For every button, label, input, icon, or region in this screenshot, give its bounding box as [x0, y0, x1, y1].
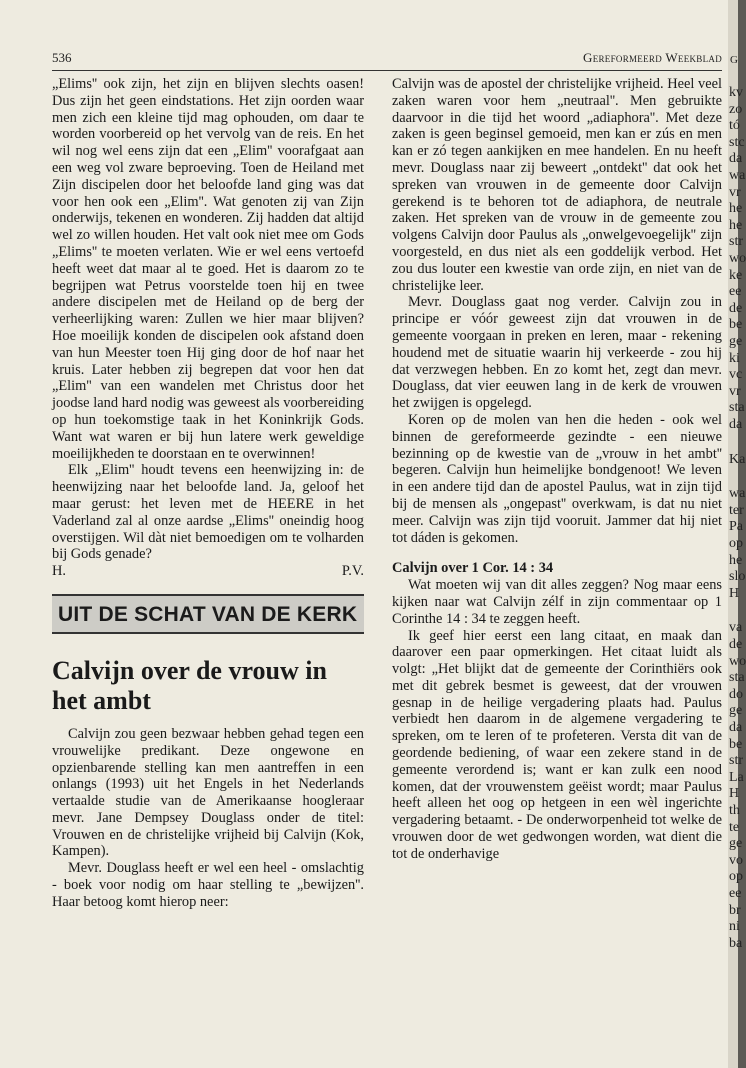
next-page-fragment: th — [729, 803, 740, 818]
next-page-fragment: ee — [729, 886, 742, 901]
next-page-fragment: op — [729, 869, 743, 885]
next-page-fragment: vr — [729, 383, 741, 399]
next-page-fragment: sta — [729, 670, 745, 686]
next-page-fragment: da — [729, 417, 743, 432]
next-page-fragment: de — [729, 637, 743, 652]
next-page-fragment: ba — [729, 935, 743, 951]
header-rule — [52, 70, 722, 71]
next-page-fragment: he — [729, 217, 743, 233]
right-paragraph-3: Koren op de molen van hen die heden - ook wel binnen de gereformeerde gezindte - een nieuwe bezinning op de kwestie van de „vrouw in het ambt'' begeren. Calvijn hun heimelijke bondgenoot! We leven in een andere tijd dan de apostel Paulus, wat in zijn tijd bij de mensen als „ongepast'' overkwam, is dat nu niet meer. Calvijn was zijn tijd vooruit. Jammer dat hij niet tot dáden is gekomen. — [392, 411, 722, 546]
next-page-fragment: kv — [729, 85, 743, 100]
next-page-fragment: do — [729, 686, 743, 702]
next-page-fragment: wa — [729, 486, 746, 502]
left-paragraph-3: Calvijn zou geen bezwaar hebben gehad tegen een vrouwelijke predikant. Deze ongewone en opzienbarende stelling kan men aantreffen in een onlangs (1993) uit het Engels in het Nederlands vertaalde studie van de Amerikaanse hoogleraar mevr. Jane Dempsey Douglass onder de titel: Vrouwen en de christelijke vrijheid bij Calvijn (Kok, Kampen). — [52, 725, 364, 860]
next-page-fragment: vc — [729, 367, 743, 383]
left-paragraph-4: Mevr. Douglass heeft er wel een heel - omslachtig - boek voor nodig om haar stelling te „bewijzen''. Haar betoog komt hierop neer: — [52, 860, 364, 910]
next-page-edge — [728, 0, 746, 1068]
next-page-fragment: La — [729, 769, 744, 785]
next-page-fragment: de — [729, 300, 743, 316]
right-paragraph-2: Mevr. Douglass gaat nog verder. Calvijn zou in principe er vóór geweest zijn dat vrouwen in de gemeente voorgaan in preken en leren, maar - rekening houdend met de situatie waarin hij verkeerde - zou hij dat verzwegen hebben. En zo komt het, zegt dan mevr. Douglass, dat vier eeuwen lang in de kerk de vrouwen het zwijgen is opgelegd. — [392, 294, 722, 412]
next-page-fragment: slo — [729, 569, 746, 585]
signature-left: H. — [52, 563, 66, 580]
page-number: 536 — [52, 50, 72, 65]
next-page-fragment: he — [729, 201, 743, 217]
right-paragraph-4: Wat moeten wij van dit alles zeggen? Nog maar eens kijken naar wat Calvijn zélf in zijn commentaar op 1 Corinthe 14 : 34 te zeggen heeft. — [392, 577, 722, 627]
next-page-fragment: da — [729, 151, 743, 167]
right-column — [392, 76, 722, 863]
next-page-fragment: wo — [729, 653, 746, 669]
next-page-fragment: ee — [729, 284, 742, 300]
next-page-fragment: be — [729, 736, 743, 752]
next-page-fragment: wa — [729, 168, 746, 183]
right-paragraph-5: Ik geef hier eerst een lang citaat, en maak dan daarover een paar opmerkingen. Het citaat luidt als volgt: „Het blijkt dat de gemeente der Corinthiërs ook met dit gebrek besmet is geweest, dat der vrouwen gesnap in de heilige vergadering plaats had. Paulus verbiedt hen daarom in de algemene vergadering te spreken, om te leren of te profeteren. Versta dit van de geordende bediening, of waar een zekere stand in de gemeente verordend is; want er kan zulk een nood komen, dat der vrouwenstem geëist wordt; maar Paulus heeft alleen het oog op hetgeen in een wèl ingerichte vergadering betaamt. - De onderworpenheid tot welke de vrouwen door de wet gedwongen worden, wat dient die tot de onderhavige — [392, 627, 722, 862]
next-page-fragment: zo — [729, 101, 743, 117]
subheading: Calvijn over 1 Cor. 14 : 34 — [392, 560, 554, 577]
next-page-fragment: vr — [729, 184, 741, 200]
next-page-fragment: va — [729, 620, 743, 636]
next-page-fragment: ni — [729, 919, 740, 935]
next-page-fragment: ter — [729, 502, 744, 518]
next-page-fragment: stc — [729, 134, 745, 150]
next-page-fragment: ge — [729, 334, 743, 349]
left-paragraph-2: Elk „Elim'' houdt tevens een heenwijzing in: de heenwijzing naar het beloofde land. Ja, geloof het maar gerust: het leven met de HEERE in het Vaderland zal al onze aardse „Elims'' oneindig hoog overstijgen. Wil dàt niet bemoedigen om te volharden bij Gods genade? — [52, 462, 364, 563]
next-page-fragment: vo — [729, 852, 743, 868]
left-paragraph-1: „Elims'' ook zijn, het zijn en blijven slechts oasen! Dus zijn het geen eindstations. Het zijn oorden waar men zich een kleine tijd mag ophouden, om daar te worden voorbereid op het vervolg van de reis. En het wil nog wel eens zijn dat een „Elim'' voorafgaat aan een weg vol zware beproeving. Toen de Heiland met Zijn discipelen door het beloofde land ging was dat voor hen ook een „Elim''. Wat genoten zij van Zijn onderwijs, tekenen en wonderen. Zij hadden dat altijd wel zo willen houden. Het valt ook niet mee om Gods „Elims'' te moeten verlaten. Wie er wel eens vertoefd heeft weet dat maar al te goed. Het is daarom zo te begrijpen wat Petrus voorstelde toen hij en twee andere discipelen met de Heiland op de berg der verheerlijking waren: Zullen we hier maar blijven? Hoe moeilijk konden de discipelen ook afstand doen van hun Meester toen Hij ging door de hof naar het kruis. Later hebben zij begrepen dat voor hen dat „Elim'' van een wandelen met Christus door het joodse land hard nodig was geweest als voorbereiding op hun toekomstige taak in het Koninkrijk Gods. Want wat waren er bij hun latere werk geweldige moeilijkheden te doorstaan en te overwinnen! — [52, 76, 364, 462]
next-page-fragment: wo — [729, 251, 746, 266]
signature-right: P.V. — [341, 563, 364, 580]
next-page-fragment: he — [729, 552, 743, 568]
next-page-fragment: ge — [729, 703, 743, 719]
next-page-fragment: H — [729, 786, 740, 802]
next-page-fragment: Pa — [729, 519, 743, 535]
next-page-fragment: ge — [729, 836, 743, 852]
next-page-fragment: te — [729, 819, 740, 835]
next-page-fragment: ke — [729, 267, 743, 283]
section-band: UIT DE SCHAT VAN DE KERK — [52, 594, 364, 634]
right-paragraph-1: Calvijn was de apostel der christelijke vrijheid. Heel veel zaken waren voor hem „neutraal''. Men gebruikte daarvoor in die tijd het woord „adiaphora''. Met deze zaken is geen beginsel gemoeid, men kan er zús en men kan er zó tegen aankijken en mee handelen. En nu heeft mevr. Douglass naar zij beweert „ontdekt'' dat ook het spreken van vrouwen in de gemeente door Calvijn gerekend is te behoren tot de adiaphora, de neutrale zaken. Het spreken van de vrouw in de gemeente zou volgens Calvijn door Paulus als „onwelgevoegelijk'' zijn voorgesteld, en dus niet als een goddelijk verbod. Het zou dus louter een kwestie van orde zijn, en niet van de christelijke leer. — [392, 76, 722, 294]
next-page-fragment: sta — [729, 400, 745, 416]
left-column — [52, 76, 364, 911]
article-title: Calvijn over de vrouw in het ambt — [52, 655, 327, 715]
next-page-fragment: Ka — [729, 451, 746, 467]
next-page-fragment: ki — [729, 350, 740, 366]
running-header — [52, 50, 722, 68]
next-page-fragment: be — [729, 317, 743, 333]
next-page-fragment: da — [729, 720, 743, 735]
next-page-fragment: br — [729, 902, 741, 918]
next-page-fragment: tó — [729, 118, 740, 134]
signature-line — [52, 563, 364, 580]
next-page-fragment: H — [729, 585, 740, 601]
next-page-header-initial: G — [730, 54, 738, 66]
next-page-fragment: str — [729, 753, 743, 769]
next-page-fragment: str — [729, 234, 743, 250]
publication-title: Gereformeerd Weekblad — [583, 50, 722, 65]
next-page-fragment: op — [729, 536, 743, 551]
